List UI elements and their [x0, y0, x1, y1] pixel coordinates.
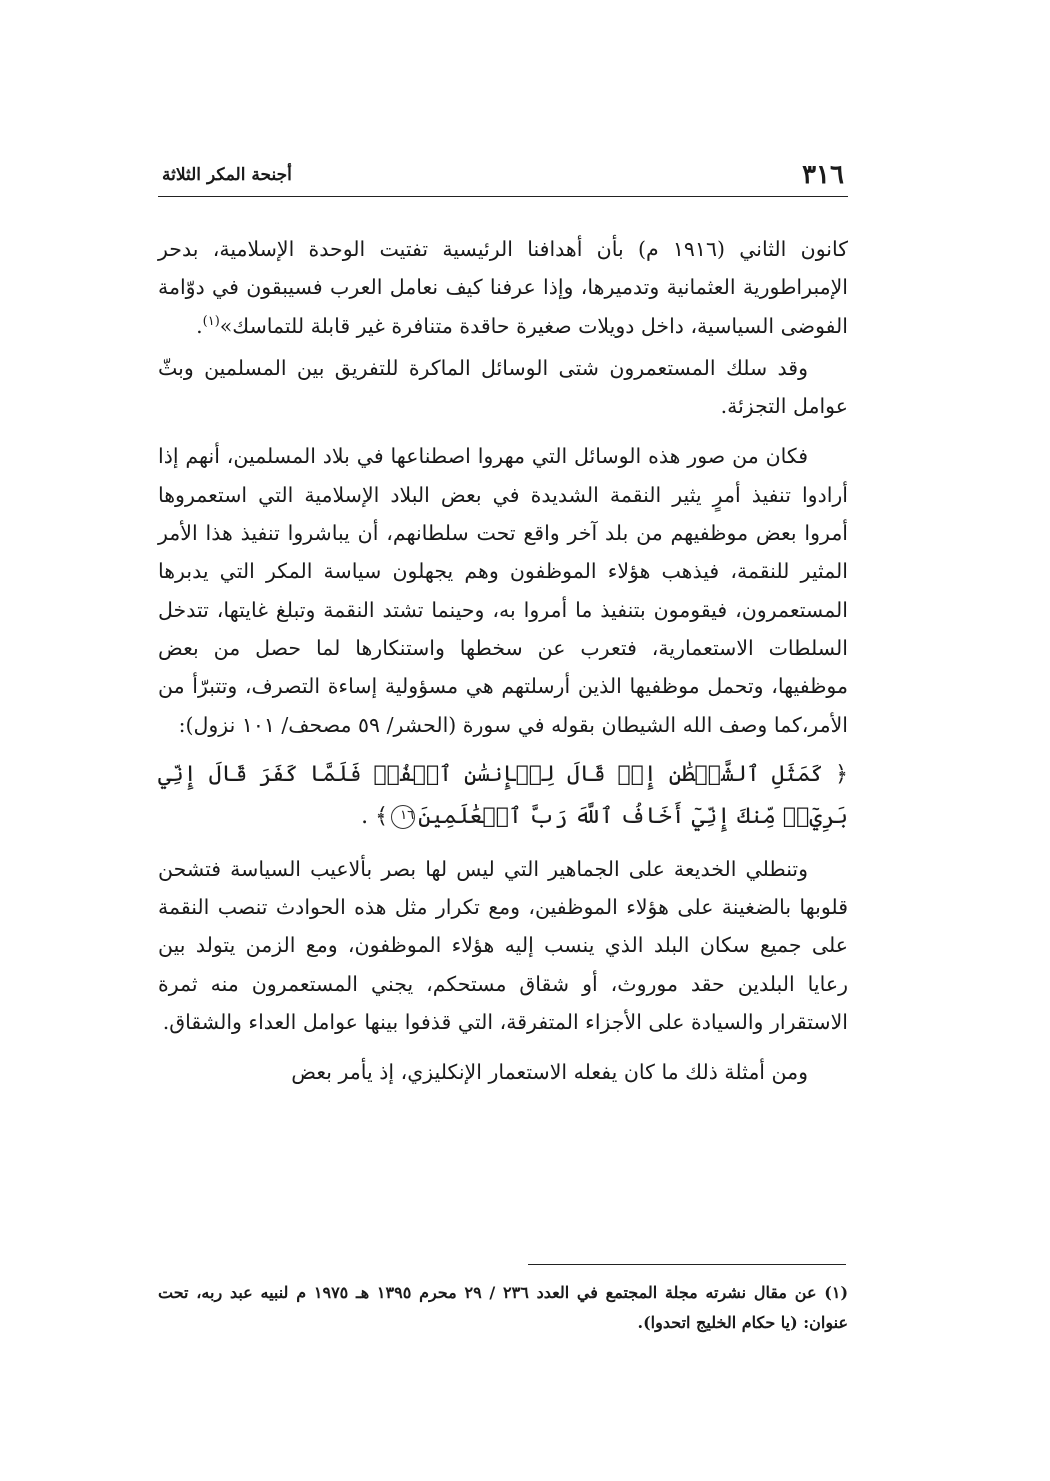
running-head	[158, 158, 848, 192]
footnote-divider	[528, 1264, 846, 1265]
verse-open-bracket: ﴿	[835, 761, 848, 787]
verse-number-marker: ١٦	[391, 805, 415, 829]
page-number: ٣١٦	[802, 160, 844, 190]
main-text	[158, 230, 848, 1092]
paragraph-english-example: ومن أمثلة ذلك ما كان يفعله الاستعمار الإنكليزي، إذ يأمر بعض	[291, 1060, 808, 1085]
sentence-end: .	[196, 313, 203, 338]
paragraph-deception: وتنطلي الخديعة على الجماهير التي ليس لها بصر بألاعيب السياسة فتشحن قلوبها بالضغينة على هؤلاء الموظفين، ومع تكرار مثل هذه الحوادث تنصب النقمة على جميع سكان البلد الذي ينسب إليه هؤلاء الموظفون، ومع الزمن يتولد بين رعايا البلدين حقد موروث، أو شقاق مستحكم، يجني المستعمرون منه ثمرة الاستقرار والسيادة على الأجزاء المتفرقة، التي قذفوا بينها عوامل العداء والشقاق.	[158, 856, 848, 1035]
footnote-reference: (١)	[202, 313, 220, 329]
paragraph-text: كانون الثاني (١٩١٦ م) بأن أهدافنا الرئيسية تفتيت الوحدة الإسلامية، بدحر الإمبراطورية العثمانية وتدميرها، وإذا عرفنا كيف نعامل العرب فسيبقون في دوّامة الفوضى السياسية، داخل دويلات صغيرة حاقدة متنافرة غير قابلة للتماسك»	[158, 237, 848, 338]
verse-text: كَمَثَلِ ٱلشَّيۡطَٰنِ إِذۡ قَالَ لِلۡإِنسَٰنِ ٱكۡفُرۡ فَلَمَّا كَفَرَ قَالَ إِنِّي بَرِيٓءٞ مِّنكَ إِنِّيٓ أَخَافُ ٱللَّهَ رَبَّ ٱلۡعَٰلَمِينَ	[158, 761, 848, 829]
quran-verse	[158, 754, 848, 838]
footnote-text: (١) عن مقال نشرته مجلة المجتمع في العدد ٢٣٦ / ٢٩ محرم ١٣٩٥ هـ ١٩٧٥ م لنبيه عبد ربه، تحت عنوان: (يا حكام الخليج اتحدوا).	[158, 1283, 849, 1332]
verse-close-bracket: ﴾	[375, 803, 389, 829]
paragraph-colonial-methods: وقد سلك المستعمرون شتى الوسائل الماكرة للتفريق بين المسلمين وبثّ عوامل التجزئة.	[158, 355, 848, 419]
book-title: أجنحة المكر الثلاثة	[162, 165, 292, 185]
verse-end-mark: .	[361, 803, 369, 829]
paragraph-quote-continuation	[158, 230, 848, 345]
paragraph-means-examples: فكان من صور هذه الوسائل التي مهروا اصطناعها في بلاد المسلمين، أنهم إذا أرادوا تنفيذ أمرٍ يثير النقمة الشديدة في بعض البلاد الإسلامية التي استعمروها أمروا بعض موظفيهم من بلد آخر واقع تحت سلطانهم، أن يباشروا تنفيذ هذا الأمر المثير للنقمة، فيذهب هؤلاء الموظفون وهم يجهلون سياسة المكر التي يدبرها المستعمرون، فيقومون بتنفيذ ما أمروا به، وحينما تشتد النقمة وتبلغ غايتها، تتدخل السلطات الاستعمارية، فتعرب عن سخطها واستنكارها لما حصل من بعض موظفيها، وتحمل موظفيها الذين أرسلتهم هي مسؤولية إساءة التصرف، وتتبرّأ من الأمر،كما وصف الله الشيطان بقوله في سورة (الحشر/ ٥٩ مصحف/ ١٠١ نزول):	[158, 444, 848, 737]
footnote	[158, 1278, 848, 1338]
header-divider	[158, 196, 848, 197]
